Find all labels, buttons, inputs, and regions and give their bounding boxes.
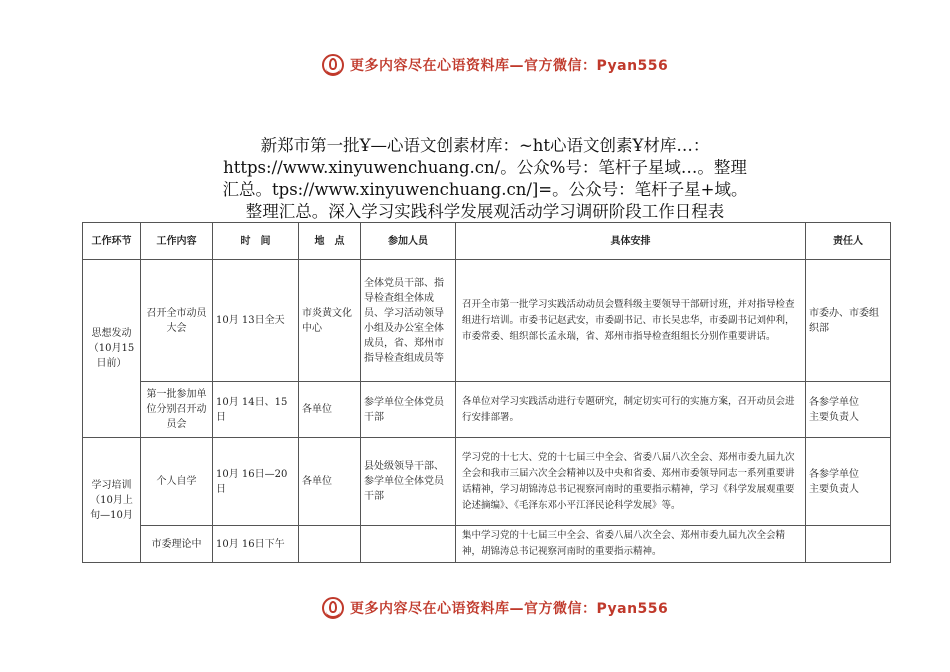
table-header-row	[83, 223, 891, 260]
content-cell: 个人自学	[141, 438, 213, 526]
participants-cell: 县处级领导干部、参学单位全体党员干部	[361, 438, 456, 526]
brand-logo-icon	[322, 597, 344, 619]
time-cell: 10月 16日下午	[213, 526, 299, 563]
title-line-2: https://www.xinyuwenchuang.cn/。公众%号：笔杆子星域…。整理	[223, 158, 747, 177]
owner-cell	[806, 526, 891, 563]
stage-cell: 思想发动 （10月15日前）	[83, 260, 141, 438]
header-owner: 责任人	[806, 223, 891, 260]
header-time: 时 间	[213, 223, 299, 260]
owner-cell: 市委办、市委组织部	[806, 260, 891, 382]
title-line-1: 新郑市第一批Ұ—心语文创素材库：~ht心语文创素Ұ材库…：	[260, 136, 710, 155]
watermark-text: 更多内容尽在心语资料库—官方微信：Pyan556	[350, 601, 669, 617]
participants-cell	[361, 526, 456, 563]
place-cell: 市炎黄文化中心	[299, 260, 361, 382]
watermark-text: 更多内容尽在心语资料库—官方微信：Pyan556	[350, 58, 669, 74]
table-row	[83, 382, 891, 438]
document-title	[200, 135, 770, 223]
time-cell: 10月 14日、15日	[213, 382, 299, 438]
place-cell	[299, 526, 361, 563]
header-place: 地 点	[299, 223, 361, 260]
arrangement-cell: 召开全市第一批学习实践活动动员会暨科级主要领导干部研讨班，并对指导检查组进行培训。市委书记赵武安，市委副书记、市长吴忠华，市委副书记刘仲利，市委常委、组织部长孟永瑞，省、郑州市指导检查组组长分别作重要讲话。	[456, 260, 806, 382]
header-participants: 参加人员	[361, 223, 456, 260]
place-cell: 各单位	[299, 438, 361, 526]
owner-cell: 各参学单位 主要负责人	[806, 438, 891, 526]
schedule-table	[82, 222, 891, 563]
content-cell: 召开全市动员大会	[141, 260, 213, 382]
content-cell: 第一批参加单位分别召开动员会	[141, 382, 213, 438]
brand-logo-icon	[322, 54, 344, 76]
time-cell: 10月 16日—20日	[213, 438, 299, 526]
participants-cell: 参学单位全体党员干部	[361, 382, 456, 438]
table-row	[83, 526, 891, 563]
owner-cell: 各参学单位 主要负责人	[806, 382, 891, 438]
time-cell: 10月 13日全天	[213, 260, 299, 382]
watermark-banner-top	[322, 52, 668, 78]
header-arrangement: 具体安排	[456, 223, 806, 260]
header-stage: 工作环节	[83, 223, 141, 260]
table-row	[83, 260, 891, 382]
title-line-4: 整理汇总。深入学习实践科学发展观活动学习调研阶段工作日程表	[245, 202, 725, 221]
content-cell: 市委理论中	[141, 526, 213, 563]
arrangement-cell: 集中学习党的十七届三中全会、省委八届八次全会、郑州市委九届九次全会精神，胡锦涛总书记视察河南时的重要指示精神。	[456, 526, 806, 563]
table-row	[83, 438, 891, 526]
header-content: 工作内容	[141, 223, 213, 260]
arrangement-cell: 学习党的十七大、党的十七届三中全会、省委八届八次全会、郑州市委九届九次全会和我市三届六次全会精神以及中央和省委、郑州市委领导同志一系列重要讲话精神，学习胡锦涛总书记视察河南时的重要指示精神，学习《科学发展观重要论述摘编》、《毛泽东邓小平江泽民论科学发展》等。	[456, 438, 806, 526]
place-cell: 各单位	[299, 382, 361, 438]
stage-cell: 学习培训 （10月上旬—10月	[83, 438, 141, 563]
title-line-3: 汇总。tps://www.xinyuwenchuang.cn/]=。公众号：笔杆子星+域。	[222, 180, 748, 199]
watermark-banner-bottom	[322, 595, 668, 621]
participants-cell: 全体党员干部、指导检查组全体成员、学习活动领导小组及办公室全体成员，省、郑州市指导检查组成员等	[361, 260, 456, 382]
arrangement-cell: 各单位对学习实践活动进行专题研究，制定切实可行的实施方案，召开动员会进行安排部署。	[456, 382, 806, 438]
